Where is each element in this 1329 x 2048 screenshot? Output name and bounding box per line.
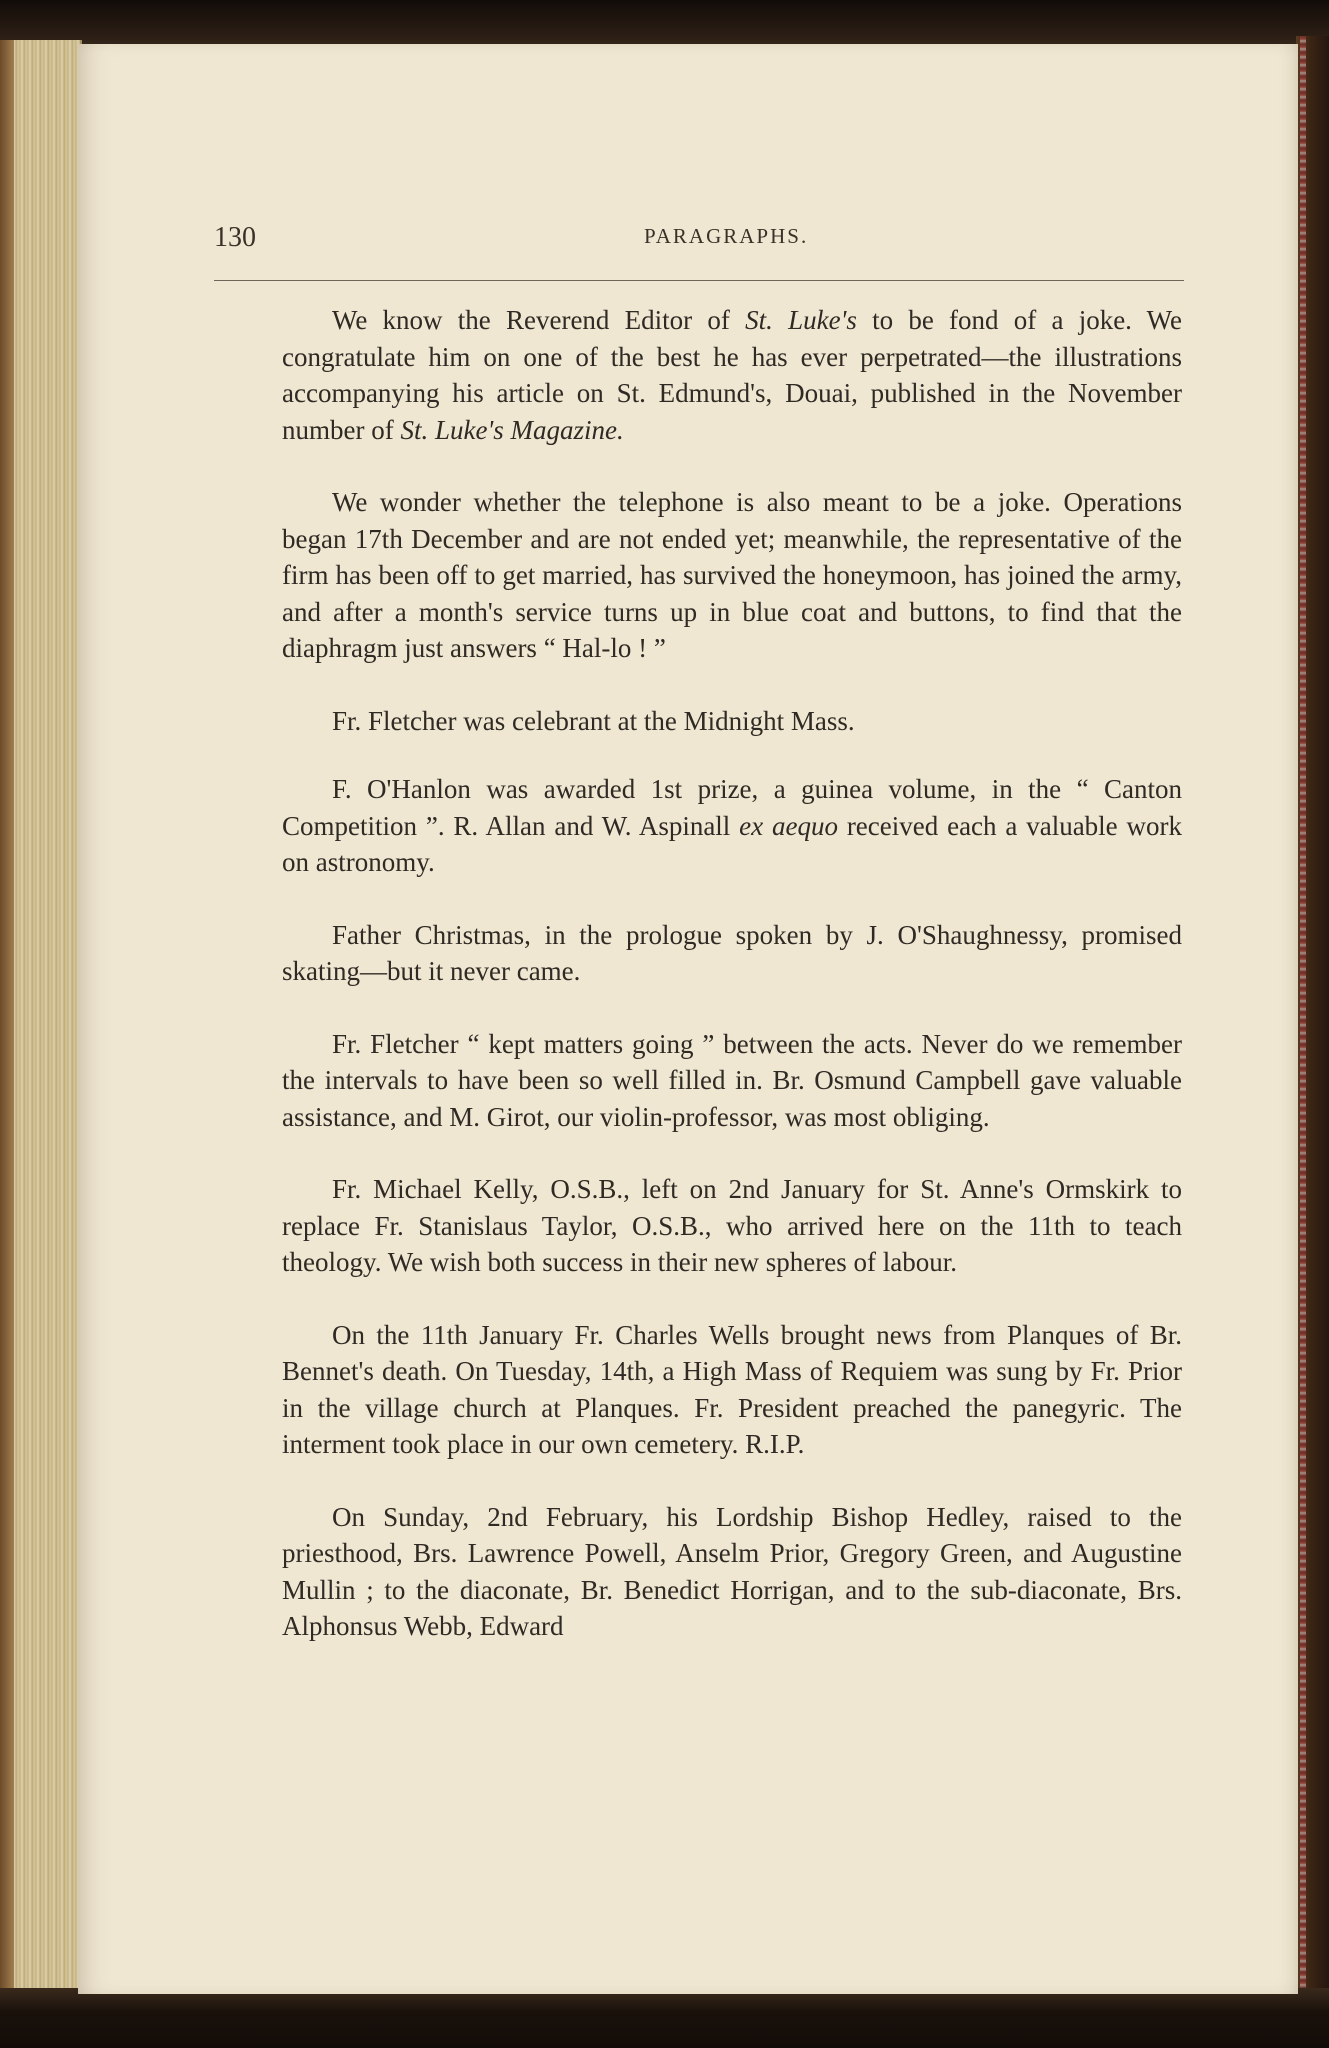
- paragraph-canton-competition: [282, 771, 1182, 881]
- italic-title: St. Luke's Magazine.: [400, 414, 624, 445]
- paragraph-midnight-mass: Fr. Fletcher was celebrant at the Midnight Mass.: [332, 705, 855, 736]
- paragraph-telephone: We wonder whether the telephone is also meant to be a joke. Operations began 17th December and are not ended yet; meanwhile, the representative of the firm has been off to get married, has survived the honeymoon, has joined the army, and after a month's service turns up in blue coat and buttons, to find that the diaphragm just answers “ Hal-lo ! ”: [282, 487, 1182, 663]
- paragraph-father-christmas: Father Christmas, in the prologue spoken by J. O'Shaughnessy, promised skating—but it never came.: [282, 919, 1182, 986]
- paragraph-kelly-taylor: Fr. Michael Kelly, O.S.B., left on 2nd January for St. Anne's Ormskirk to replace Fr. Stanislaus Taylor, O.S.B., who arrived here on the 11th to teach theology. We wish both success in their new spheres of labour.: [282, 1174, 1182, 1277]
- running-head: [214, 222, 1184, 258]
- book-cover-edge: [1296, 36, 1329, 1996]
- header-rule: [214, 280, 1184, 281]
- italic-phrase: ex aequo: [739, 810, 838, 841]
- article-body: [282, 302, 1182, 1681]
- paragraph-intervals: Fr. Fletcher “ kept matters going ” between the acts. Never do we remember the intervals to have been so well filled in. Br. Osmund Campbell gave valuable assistance, and M. Girot, our violin-professor, was most obliging.: [282, 1028, 1182, 1132]
- text-span: F. O'Hanlon was awarded 1st prize, a guinea volume, in the “ Canton Competition ”. R. Allan and W. Aspinall: [282, 774, 1182, 841]
- running-title: PARAGRAPHS.: [644, 224, 809, 248]
- book-bottom-edge: [0, 1988, 1329, 2048]
- spine-shadow: [0, 40, 14, 2000]
- paragraph-bennet-death: On the 11th January Fr. Charles Wells brought news from Planques of Br. Bennet's death. On Tuesday, 14th, a High Mass of Requiem was sung by Fr. Prior in the village church at Planques. Fr. President preached the panegyric. The interment took place in our own cemetery. R.I.P.: [282, 1319, 1182, 1459]
- text-span: We know the Reverend Editor of: [332, 305, 746, 335]
- text-span: received each a valuable work on astronomy.: [282, 810, 1183, 877]
- book-top-edge: [0, 0, 1329, 50]
- paragraph-ordinations: On Sunday, 2nd February, his Lordship Bishop Hedley, raised to the priesthood, Brs. Lawrence Powell, Anselm Prior, Gregory Green, and Augustine Mullin ; to the diaconate, Br. Benedict Horrigan, and to the sub-diaconate, Brs. Alphonsus Webb, Edward: [282, 1501, 1182, 1641]
- page-number: 130: [214, 222, 256, 253]
- paragraph-editor-joke: [282, 302, 1182, 448]
- italic-title: St. Luke's: [745, 305, 857, 335]
- text-span: to be fond of a joke. We congratulate him on one of the best he has ever perpetrated—the illustrations accompanying his article on St. Edmund's, Douai, published in the November number of: [282, 305, 1182, 445]
